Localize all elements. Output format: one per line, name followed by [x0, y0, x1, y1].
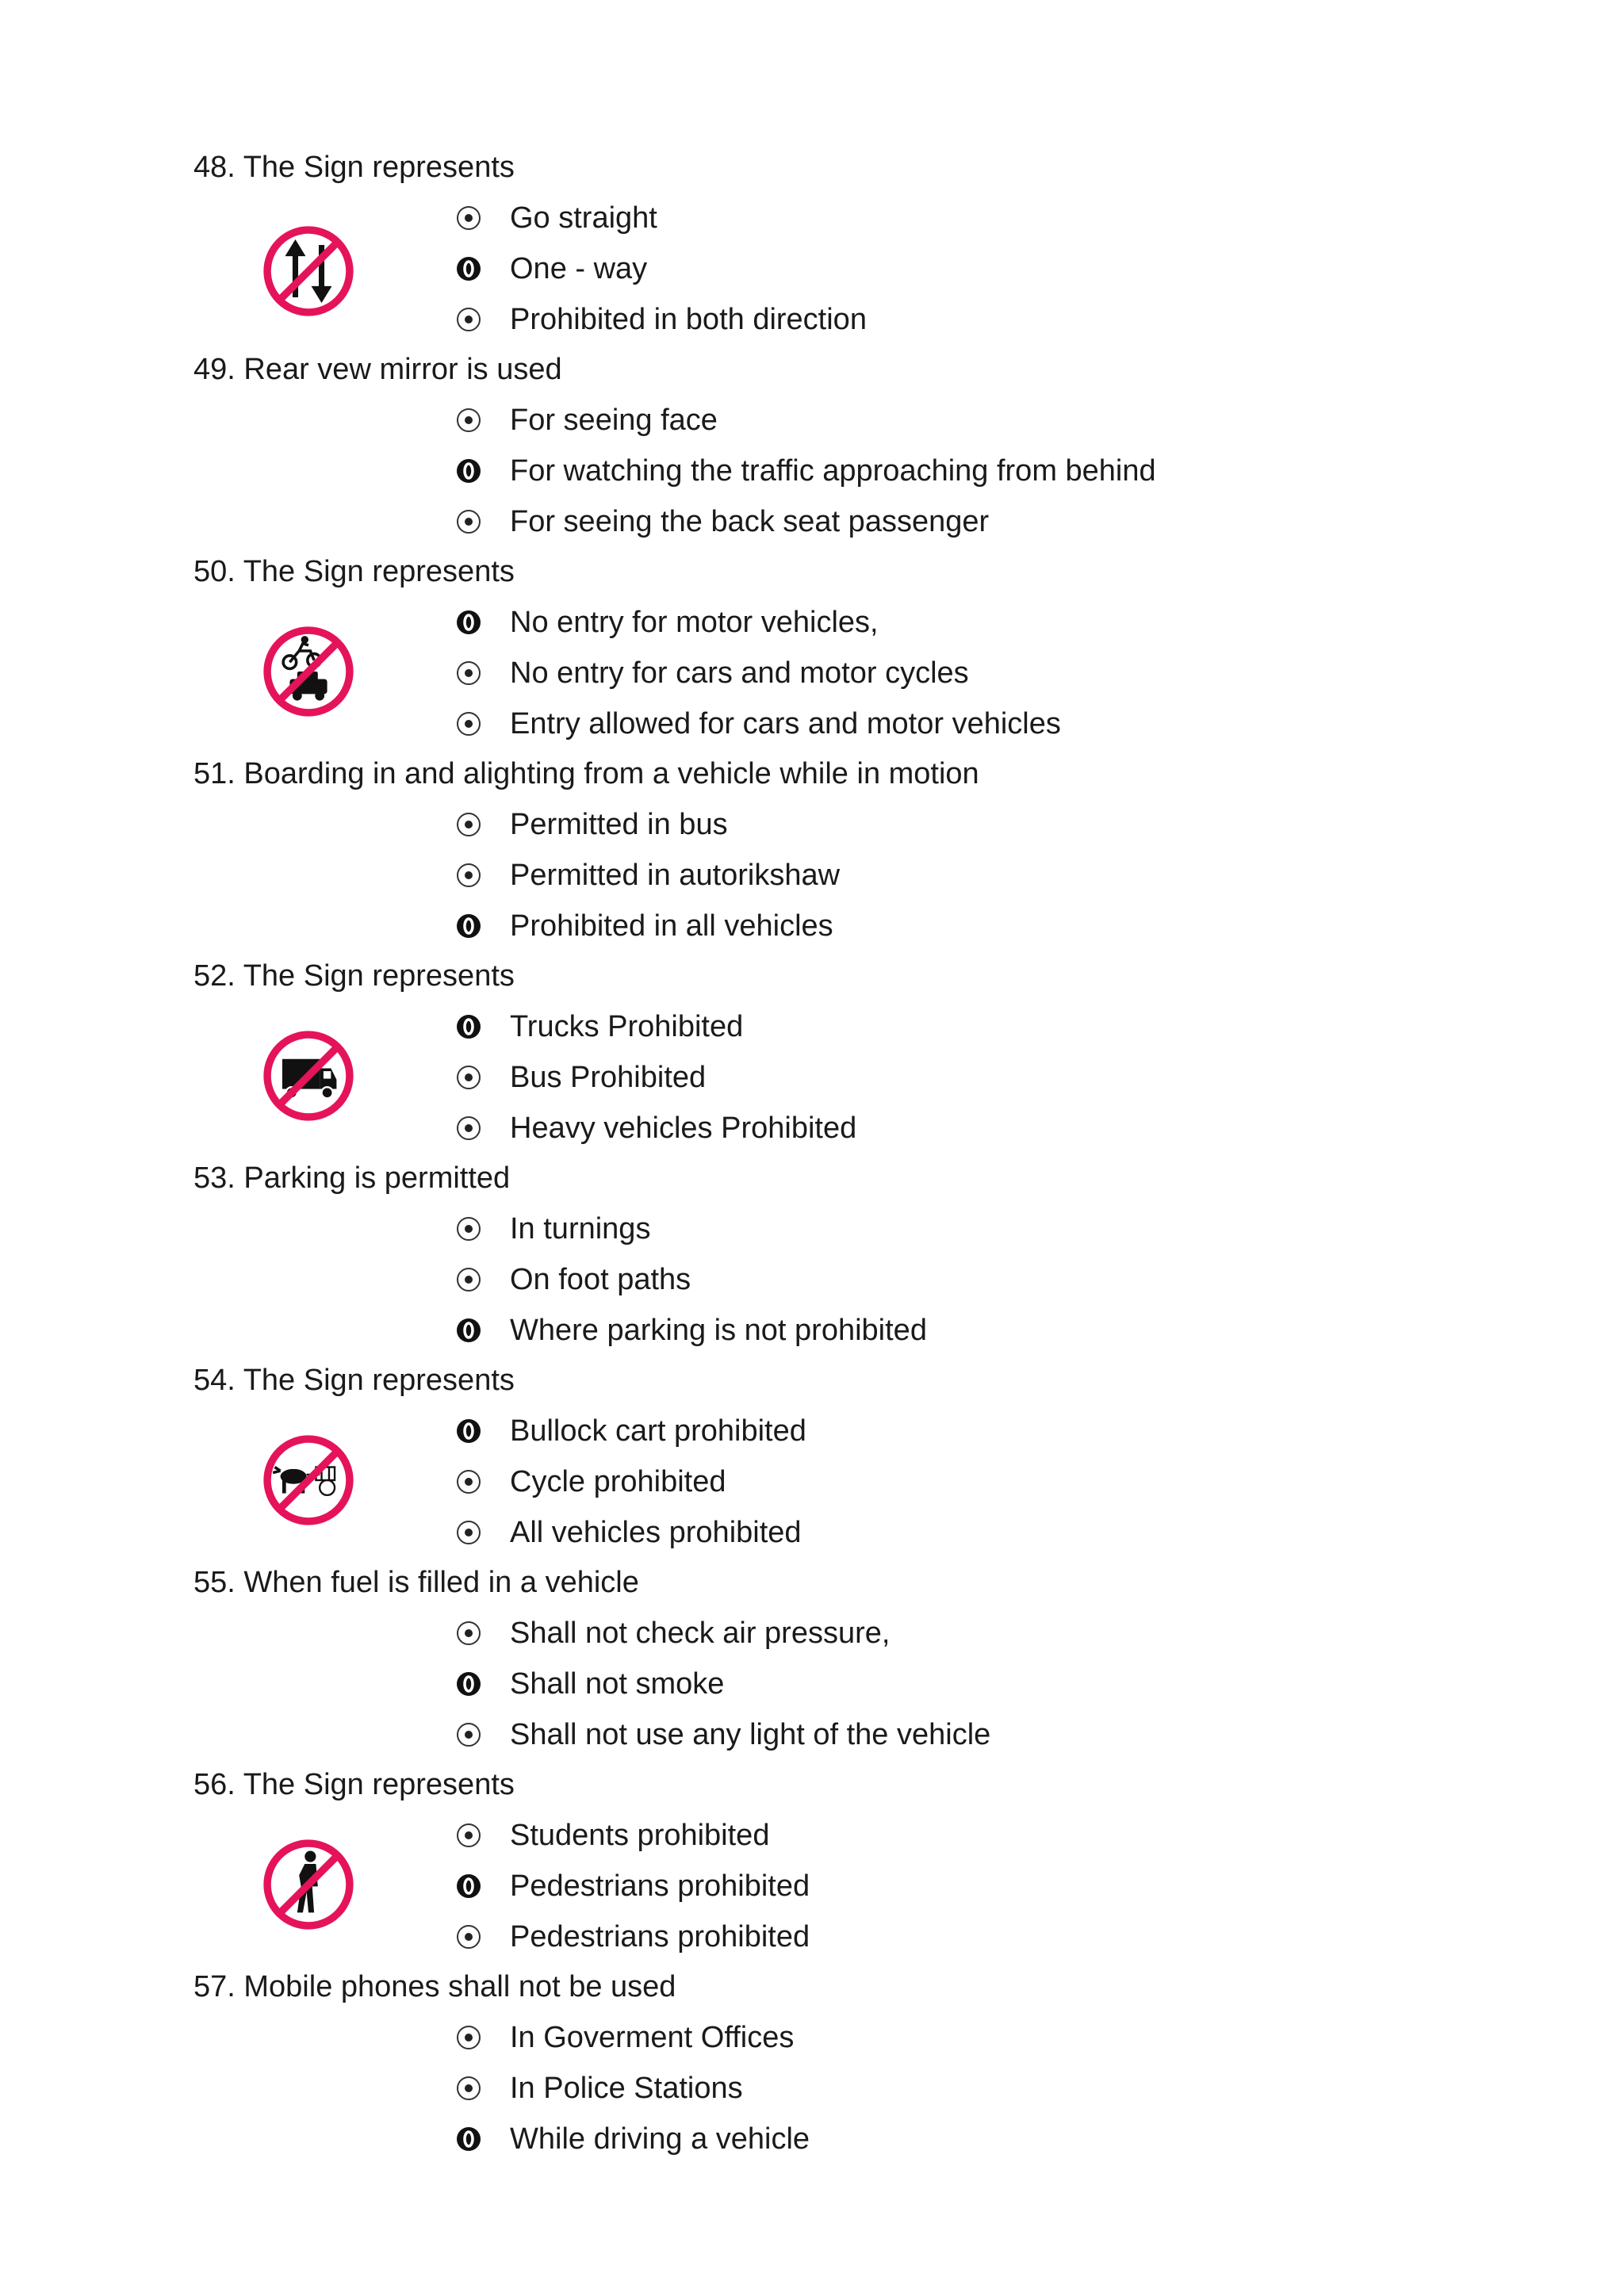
radio-unselected-icon — [455, 1215, 482, 1242]
question-text: 52. The Sign represents — [193, 959, 515, 993]
question-text: 56. The Sign represents — [193, 1768, 515, 1801]
question-text: 48. The Sign represents — [193, 151, 515, 184]
radio-unselected-icon — [455, 1822, 482, 1849]
radio-selected-icon — [455, 1013, 482, 1040]
radio-unselected-icon — [455, 1923, 482, 1950]
question-text: 54. The Sign represents — [193, 1364, 515, 1397]
option-0[interactable] — [0, 198, 1624, 238]
option-0[interactable] — [0, 1007, 1624, 1047]
option-text: Bus Prohibited — [510, 1061, 707, 1094]
option-1[interactable] — [0, 1260, 1624, 1299]
option-0[interactable] — [0, 1411, 1624, 1451]
radio-selected-icon — [455, 609, 482, 636]
option-2[interactable] — [0, 1917, 1624, 1957]
option-1[interactable] — [0, 1664, 1624, 1704]
question-text: 51. Boarding in and alighting from a vehicle while in motion — [193, 757, 979, 790]
option-text: Permitted in bus — [510, 808, 728, 841]
option-2[interactable] — [0, 704, 1624, 744]
radio-selected-icon — [455, 913, 482, 939]
radio-unselected-icon — [455, 2075, 482, 2102]
option-2[interactable] — [0, 2119, 1624, 2159]
radio-unselected-icon — [455, 862, 482, 889]
radio-unselected-icon — [455, 1468, 482, 1495]
question-text: 49. Rear vew mirror is used — [193, 353, 562, 386]
option-1[interactable] — [0, 1058, 1624, 1097]
option-text: One - way — [510, 252, 648, 285]
option-text: In turnings — [510, 1212, 651, 1246]
radio-unselected-icon — [455, 205, 482, 232]
radio-unselected-icon — [455, 1266, 482, 1293]
option-text: Prohibited in both direction — [510, 303, 867, 336]
option-text: In Police Stations — [510, 2072, 743, 2105]
option-0[interactable] — [0, 805, 1624, 844]
radio-unselected-icon — [455, 1519, 482, 1546]
option-0[interactable] — [0, 1613, 1624, 1653]
radio-selected-icon — [455, 255, 482, 282]
option-text: For watching the traffic approaching from behind — [510, 454, 1156, 488]
option-text: Prohibited in all vehicles — [510, 909, 833, 943]
question-text: 53. Parking is permitted — [193, 1161, 511, 1195]
option-1[interactable] — [0, 653, 1624, 693]
radio-selected-icon — [455, 1418, 482, 1445]
option-1[interactable] — [0, 1462, 1624, 1502]
radio-unselected-icon — [455, 2024, 482, 2051]
option-text: For seeing the back seat passenger — [510, 505, 990, 538]
option-text: All vehicles prohibited — [510, 1516, 802, 1549]
option-text: Trucks Prohibited — [510, 1010, 744, 1043]
radio-selected-icon — [455, 2126, 482, 2152]
option-2[interactable] — [0, 1513, 1624, 1552]
option-1[interactable] — [0, 855, 1624, 895]
radio-selected-icon — [455, 1670, 482, 1697]
option-0[interactable] — [0, 2018, 1624, 2057]
option-text: Cycle prohibited — [510, 1465, 726, 1498]
radio-unselected-icon — [455, 710, 482, 737]
radio-unselected-icon — [455, 1721, 482, 1748]
option-0[interactable] — [0, 603, 1624, 642]
radio-unselected-icon — [455, 1620, 482, 1647]
option-2[interactable] — [0, 1311, 1624, 1350]
option-0[interactable] — [0, 400, 1624, 440]
option-text: Pedestrians prohibited — [510, 1920, 810, 1954]
option-text: Where parking is not prohibited — [510, 1314, 927, 1347]
option-text: In Goverment Offices — [510, 2021, 795, 2054]
radio-selected-icon — [455, 1873, 482, 1900]
radio-unselected-icon — [455, 811, 482, 838]
question-text: 50. The Sign represents — [193, 555, 515, 588]
option-0[interactable] — [0, 1209, 1624, 1249]
radio-unselected-icon — [455, 1064, 482, 1091]
radio-unselected-icon — [455, 660, 482, 687]
option-1[interactable] — [0, 451, 1624, 491]
option-text: Permitted in autorikshaw — [510, 859, 841, 892]
option-2[interactable] — [0, 1715, 1624, 1755]
option-text: On foot paths — [510, 1263, 691, 1296]
option-text: Shall not smoke — [510, 1667, 725, 1701]
option-2[interactable] — [0, 502, 1624, 541]
radio-unselected-icon — [455, 1115, 482, 1142]
option-text: No entry for cars and motor cycles — [510, 656, 969, 690]
radio-unselected-icon — [455, 407, 482, 434]
radio-selected-icon — [455, 457, 482, 484]
option-2[interactable] — [0, 300, 1624, 339]
option-1[interactable] — [0, 1866, 1624, 1906]
option-text: Entry allowed for cars and motor vehicles — [510, 707, 1061, 740]
option-1[interactable] — [0, 2068, 1624, 2108]
option-text: Students prohibited — [510, 1819, 770, 1852]
option-text: While driving a vehicle — [510, 2122, 810, 2156]
question-text: 57. Mobile phones shall not be used — [193, 1970, 676, 2003]
option-text: Heavy vehicles Prohibited — [510, 1112, 857, 1145]
question-text: 55. When fuel is filled in a vehicle — [193, 1566, 639, 1599]
option-text: Shall not check air pressure, — [510, 1617, 891, 1650]
radio-unselected-icon — [455, 508, 482, 535]
option-2[interactable] — [0, 1108, 1624, 1148]
option-text: No entry for motor vehicles, — [510, 606, 879, 639]
option-text: For seeing face — [510, 404, 718, 437]
option-2[interactable] — [0, 906, 1624, 946]
option-text: Bullock cart prohibited — [510, 1414, 806, 1448]
option-text: Pedestrians prohibited — [510, 1869, 810, 1903]
option-0[interactable] — [0, 1816, 1624, 1855]
option-text: Shall not use any light of the vehicle — [510, 1718, 991, 1751]
option-text: Go straight — [510, 201, 657, 235]
option-1[interactable] — [0, 249, 1624, 289]
radio-unselected-icon — [455, 306, 482, 333]
radio-selected-icon — [455, 1317, 482, 1344]
